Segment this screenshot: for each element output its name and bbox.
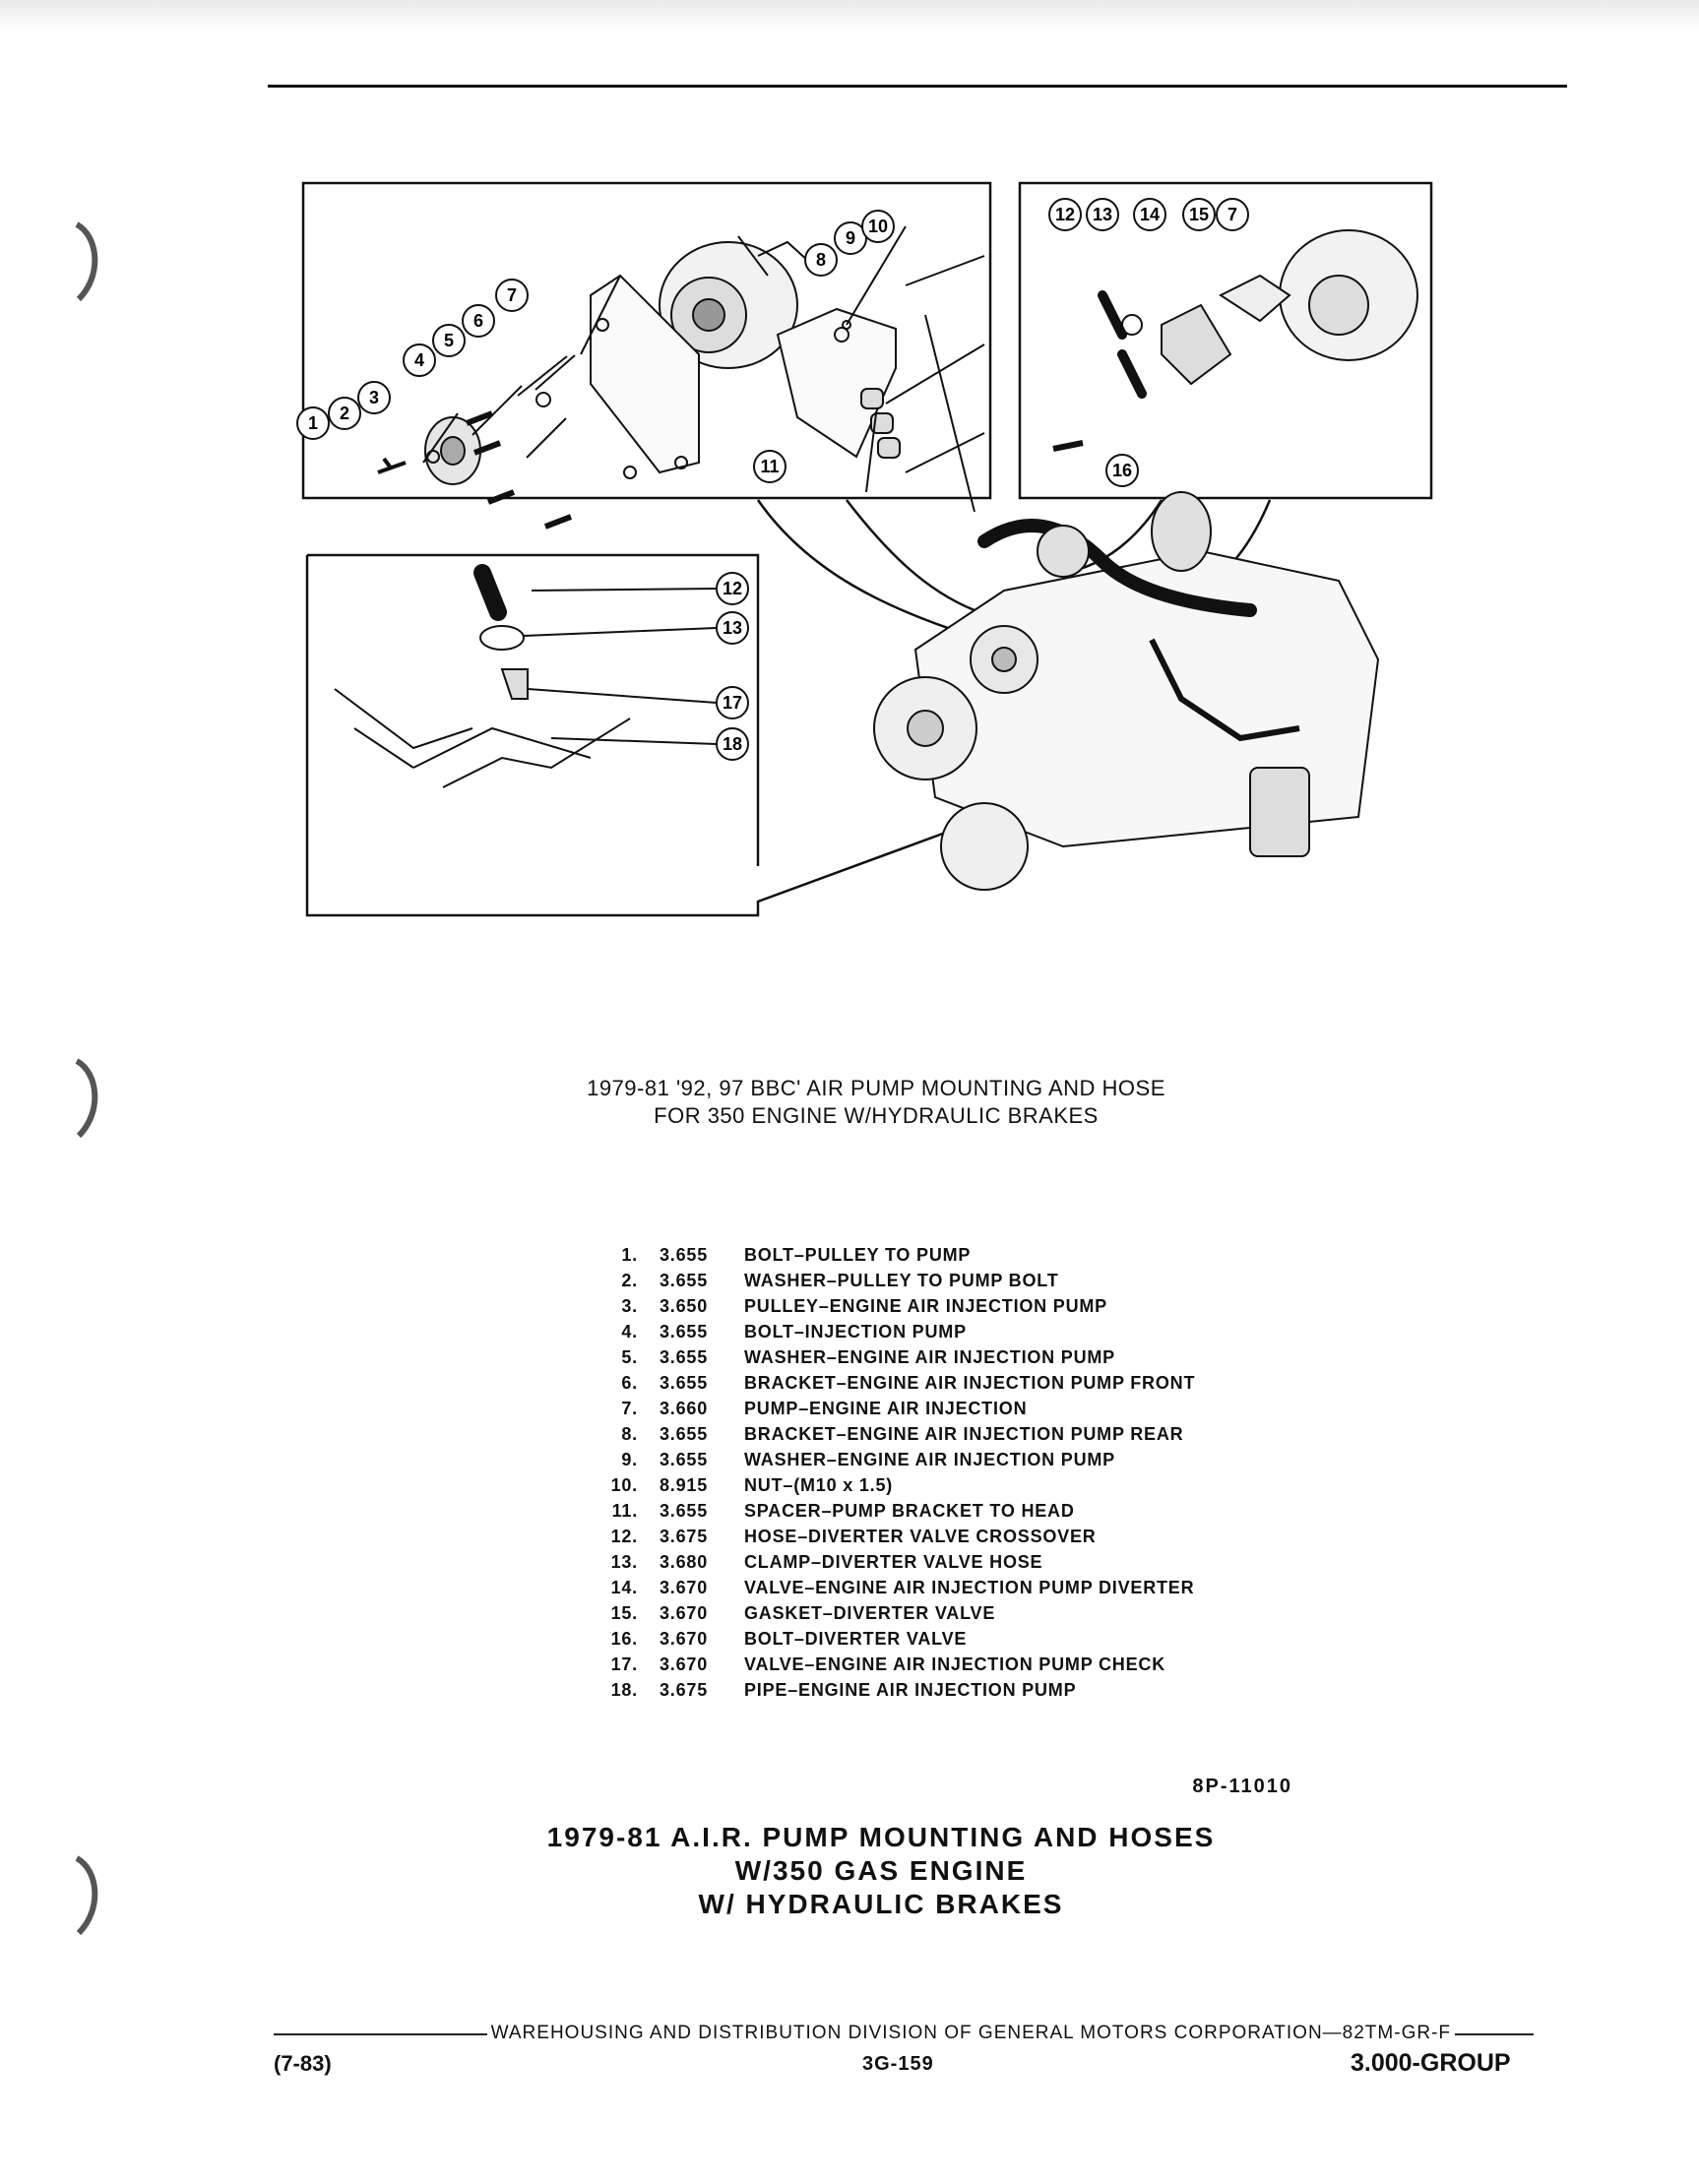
parts-row [587, 1242, 1195, 1268]
svg-text:2: 2 [339, 404, 350, 423]
part-number: 12. [610, 1527, 638, 1546]
title-line-1: 1979-81 A.I.R. PUMP MOUNTING AND HOSES [546, 1822, 1216, 1852]
page-top-edge [0, 0, 1699, 30]
footer-division-line [274, 2023, 1534, 2044]
footer-page-number: 3G-159 [862, 2053, 934, 2075]
part-number: 4. [621, 1322, 638, 1342]
svg-text:8: 8 [815, 250, 827, 270]
svg-text:3: 3 [368, 388, 380, 407]
callout-7 [1217, 199, 1248, 230]
part-group-code: 3.655 [660, 1245, 709, 1265]
footer-rule-left [274, 2033, 487, 2035]
svg-text:14: 14 [1139, 205, 1161, 224]
part-number: 11. [611, 1501, 638, 1521]
footer-date: (7-83) [274, 2051, 332, 2076]
callout-13 [717, 612, 748, 644]
top-rule [268, 85, 1567, 88]
part-group-code: 3.675 [660, 1527, 709, 1546]
callout-17 [717, 687, 748, 718]
svg-text:7: 7 [506, 285, 518, 305]
part-number: 5. [621, 1347, 638, 1367]
callout-1 [297, 407, 329, 439]
part-description: WASHER–ENGINE AIR INJECTION PUMP [744, 1347, 1115, 1367]
svg-text:9: 9 [845, 228, 856, 248]
parts-row [587, 1575, 1195, 1600]
part-description: BOLT–INJECTION PUMP [744, 1322, 967, 1342]
svg-text:7: 7 [1227, 205, 1238, 224]
svg-text:10: 10 [867, 217, 889, 236]
part-description: BRACKET–ENGINE AIR INJECTION PUMP REAR [744, 1424, 1184, 1444]
parts-row [587, 1524, 1195, 1549]
part-description: BRACKET–ENGINE AIR INJECTION PUMP FRONT [744, 1373, 1196, 1393]
part-group-code: 8.915 [660, 1475, 709, 1495]
title-line-3: W/ HYDRAULIC BRAKES [698, 1889, 1064, 1919]
part-group-code: 3.670 [660, 1629, 709, 1649]
caption-line-2: FOR 350 ENGINE W/HYDRAULIC BRAKES [654, 1103, 1099, 1128]
callout-4 [404, 344, 435, 376]
svg-text:15: 15 [1188, 205, 1210, 224]
part-number: 7. [621, 1399, 638, 1418]
parts-row [587, 1370, 1195, 1396]
parts-row [587, 1600, 1195, 1626]
binder-hole-mark [69, 1053, 108, 1142]
parts-row [587, 1293, 1195, 1319]
svg-text:11: 11 [760, 457, 780, 476]
page-title [522, 1821, 1240, 1921]
part-group-code: 3.655 [660, 1373, 709, 1393]
parts-row [587, 1268, 1195, 1293]
part-number: 6. [621, 1373, 638, 1393]
callout-11 [754, 451, 786, 482]
callout-15 [1183, 199, 1215, 230]
part-number: 1. [621, 1245, 638, 1265]
part-group-code: 3.670 [660, 1603, 709, 1623]
part-group-code: 3.670 [660, 1654, 709, 1674]
svg-text:4: 4 [413, 350, 425, 370]
part-number: 3. [621, 1296, 638, 1316]
part-group-code: 3.675 [660, 1680, 709, 1700]
callout-18 [717, 728, 748, 760]
part-number: 18. [610, 1680, 638, 1700]
parts-row [587, 1421, 1195, 1447]
callout-2 [329, 398, 360, 429]
callout-7 [496, 280, 528, 311]
svg-text:6: 6 [472, 311, 484, 331]
svg-text:12: 12 [722, 579, 743, 598]
part-description: GASKET–DIVERTER VALVE [744, 1603, 996, 1623]
part-number: 14. [610, 1578, 638, 1597]
callout-3 [358, 382, 390, 413]
parts-row [587, 1626, 1195, 1652]
svg-text:5: 5 [443, 331, 455, 350]
part-number: 2. [621, 1271, 638, 1290]
part-number: 16. [610, 1629, 638, 1649]
callout-14 [1134, 199, 1165, 230]
parts-row [587, 1319, 1195, 1344]
part-description: PUMP–ENGINE AIR INJECTION [744, 1399, 1028, 1418]
svg-text:18: 18 [722, 734, 743, 754]
air-pump-mounting-illustration [295, 177, 1437, 945]
part-description: BOLT–DIVERTER VALVE [744, 1629, 968, 1649]
part-description: HOSE–DIVERTER VALVE CROSSOVER [744, 1527, 1097, 1546]
callout-8 [805, 244, 837, 276]
part-number: 10. [610, 1475, 638, 1495]
figure-code: 8P-11010 [1192, 1776, 1292, 1797]
callout-10 [862, 211, 894, 242]
part-description: WASHER–PULLEY TO PUMP BOLT [744, 1271, 1059, 1290]
part-number: 15. [610, 1603, 638, 1623]
svg-text:12: 12 [1054, 205, 1076, 224]
part-description: WASHER–ENGINE AIR INJECTION PUMP [744, 1450, 1115, 1469]
svg-text:17: 17 [722, 693, 743, 713]
footer-division-text: WAREHOUSING AND DISTRIBUTION DIVISION OF GENERAL MOTORS CORPORATION—82TM-GR-F [490, 2023, 1451, 2043]
callout-5 [433, 325, 465, 356]
part-description: NUT–(M10 x 1.5) [744, 1475, 894, 1495]
parts-row [587, 1549, 1195, 1575]
svg-text:16: 16 [1111, 461, 1133, 480]
part-number: 13. [610, 1552, 638, 1572]
part-description: SPACER–PUMP BRACKET TO HEAD [744, 1501, 1075, 1521]
part-description: CLAMP–DIVERTER VALVE HOSE [744, 1552, 1043, 1572]
parts-row [587, 1652, 1195, 1677]
footer-group: 3.000-GROUP [1351, 2049, 1511, 2077]
parts-row [587, 1498, 1195, 1524]
part-number: 9. [621, 1450, 638, 1469]
svg-text:13: 13 [722, 618, 743, 638]
part-number: 17. [610, 1654, 638, 1674]
part-group-code: 3.670 [660, 1578, 709, 1597]
part-group-code: 3.680 [660, 1552, 709, 1572]
binder-hole-mark [69, 217, 108, 305]
callout-13 [1087, 199, 1118, 230]
part-group-code: 3.660 [660, 1399, 709, 1418]
figure-caption [492, 1075, 1260, 1130]
parts-row [587, 1344, 1195, 1370]
callout-16 [1106, 455, 1138, 486]
title-line-2: W/350 GAS ENGINE [734, 1855, 1028, 1886]
parts-row [587, 1677, 1195, 1703]
part-group-code: 3.655 [660, 1271, 709, 1290]
caption-line-1: 1979-81 '92, 97 BBC' AIR PUMP MOUNTING AND HOSE [587, 1076, 1165, 1100]
svg-text:13: 13 [1092, 205, 1113, 224]
part-description: BOLT–PULLEY TO PUMP [744, 1245, 972, 1265]
part-description: VALVE–ENGINE AIR INJECTION PUMP CHECK [744, 1654, 1165, 1674]
parts-row [587, 1472, 1195, 1498]
part-group-code: 3.655 [660, 1450, 709, 1469]
callout-12 [1049, 199, 1081, 230]
part-description: PIPE–ENGINE AIR INJECTION PUMP [744, 1680, 1077, 1700]
part-group-code: 3.650 [660, 1296, 709, 1316]
part-group-code: 3.655 [660, 1424, 709, 1444]
svg-text:1: 1 [307, 413, 319, 433]
part-description: PULLEY–ENGINE AIR INJECTION PUMP [744, 1296, 1107, 1316]
footer-rule-right [1455, 2033, 1534, 2035]
parts-row [587, 1396, 1195, 1421]
callout-6 [463, 305, 494, 337]
part-group-code: 3.655 [660, 1347, 709, 1367]
part-description: VALVE–ENGINE AIR INJECTION PUMP DIVERTER [744, 1578, 1195, 1597]
part-group-code: 3.655 [660, 1501, 709, 1521]
parts-row [587, 1447, 1195, 1472]
parts-list [587, 1242, 1195, 1703]
callout-12 [717, 573, 748, 604]
part-number: 8. [621, 1424, 638, 1444]
binder-hole-mark [69, 1850, 108, 1939]
part-group-code: 3.655 [660, 1322, 709, 1342]
